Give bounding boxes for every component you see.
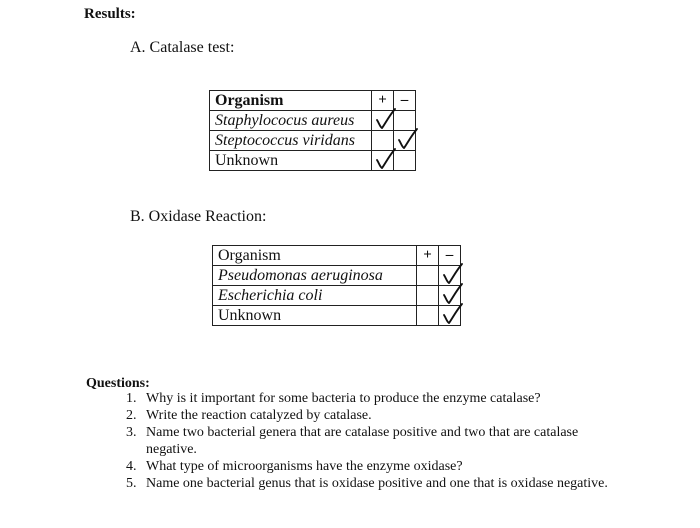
question-number: 2.: [126, 408, 137, 423]
organism-name: Unknown: [210, 151, 372, 171]
table-row: [210, 131, 416, 151]
table-row: [213, 306, 461, 326]
question-text: Why is it important for some bacteria to produce the enzyme catalase?: [146, 391, 541, 406]
organism-name: Pseudomonas aeruginosa: [213, 266, 417, 286]
oxidase-section-label: B. Oxidase Reaction:: [130, 208, 267, 225]
negative-cell: [439, 286, 461, 306]
results-heading: Results:: [84, 6, 136, 22]
questions-title: Questions:: [86, 376, 150, 391]
question-item: [126, 424, 616, 458]
organism-name: Escherichia coli: [213, 286, 417, 306]
question-item: [126, 458, 616, 475]
question-text: Name two bacterial genera that are catalase positive and two that are catalase negative.: [146, 425, 579, 457]
checkmark-icon: [396, 127, 418, 151]
organism-name: Unknown: [213, 306, 417, 326]
table-header-row: [210, 91, 416, 111]
positive-header: +: [372, 91, 394, 111]
oxidase-table: [212, 245, 461, 326]
table-row: [213, 266, 461, 286]
question-number: 5.: [126, 476, 137, 491]
organism-header: Organism: [213, 246, 417, 266]
question-item: [126, 390, 616, 407]
positive-cell: [372, 111, 394, 131]
checkmark-icon: [441, 262, 463, 286]
table-row: [210, 111, 416, 131]
organism-header: Organism: [210, 91, 372, 111]
positive-cell: [417, 266, 439, 286]
checkmark-icon: [441, 282, 463, 306]
question-text: Name one bacterial genus that is oxidase positive and one that is oxidase negative.: [146, 476, 608, 491]
checkmark-icon: [441, 302, 463, 326]
question-item: [126, 475, 616, 492]
table-row: [213, 286, 461, 306]
positive-header: +: [417, 246, 439, 266]
positive-cell: [417, 306, 439, 326]
negative-cell: [439, 306, 461, 326]
question-number: 4.: [126, 459, 137, 474]
catalase-section-label: A. Catalase test:: [130, 39, 235, 56]
question-text: What type of microorganisms have the enzyme oxidase?: [146, 459, 463, 474]
negative-cell: [394, 111, 416, 131]
negative-cell: [394, 151, 416, 171]
question-text: Write the reaction catalyzed by catalase.: [146, 408, 372, 423]
positive-cell: [372, 151, 394, 171]
positive-cell: [417, 286, 439, 306]
table-header-row: [213, 246, 461, 266]
organism-name: Staphylococus aureus: [210, 111, 372, 131]
positive-cell: [372, 131, 394, 151]
negative-header: –: [394, 91, 416, 111]
question-number: 1.: [126, 391, 137, 406]
questions-list: [126, 390, 616, 492]
negative-header: –: [439, 246, 461, 266]
question-item: [126, 407, 616, 424]
negative-cell: [394, 131, 416, 151]
organism-name: Steptococcus viridans: [210, 131, 372, 151]
question-number: 3.: [126, 425, 137, 440]
negative-cell: [439, 266, 461, 286]
table-row: [210, 151, 416, 171]
catalase-table: [209, 90, 416, 171]
